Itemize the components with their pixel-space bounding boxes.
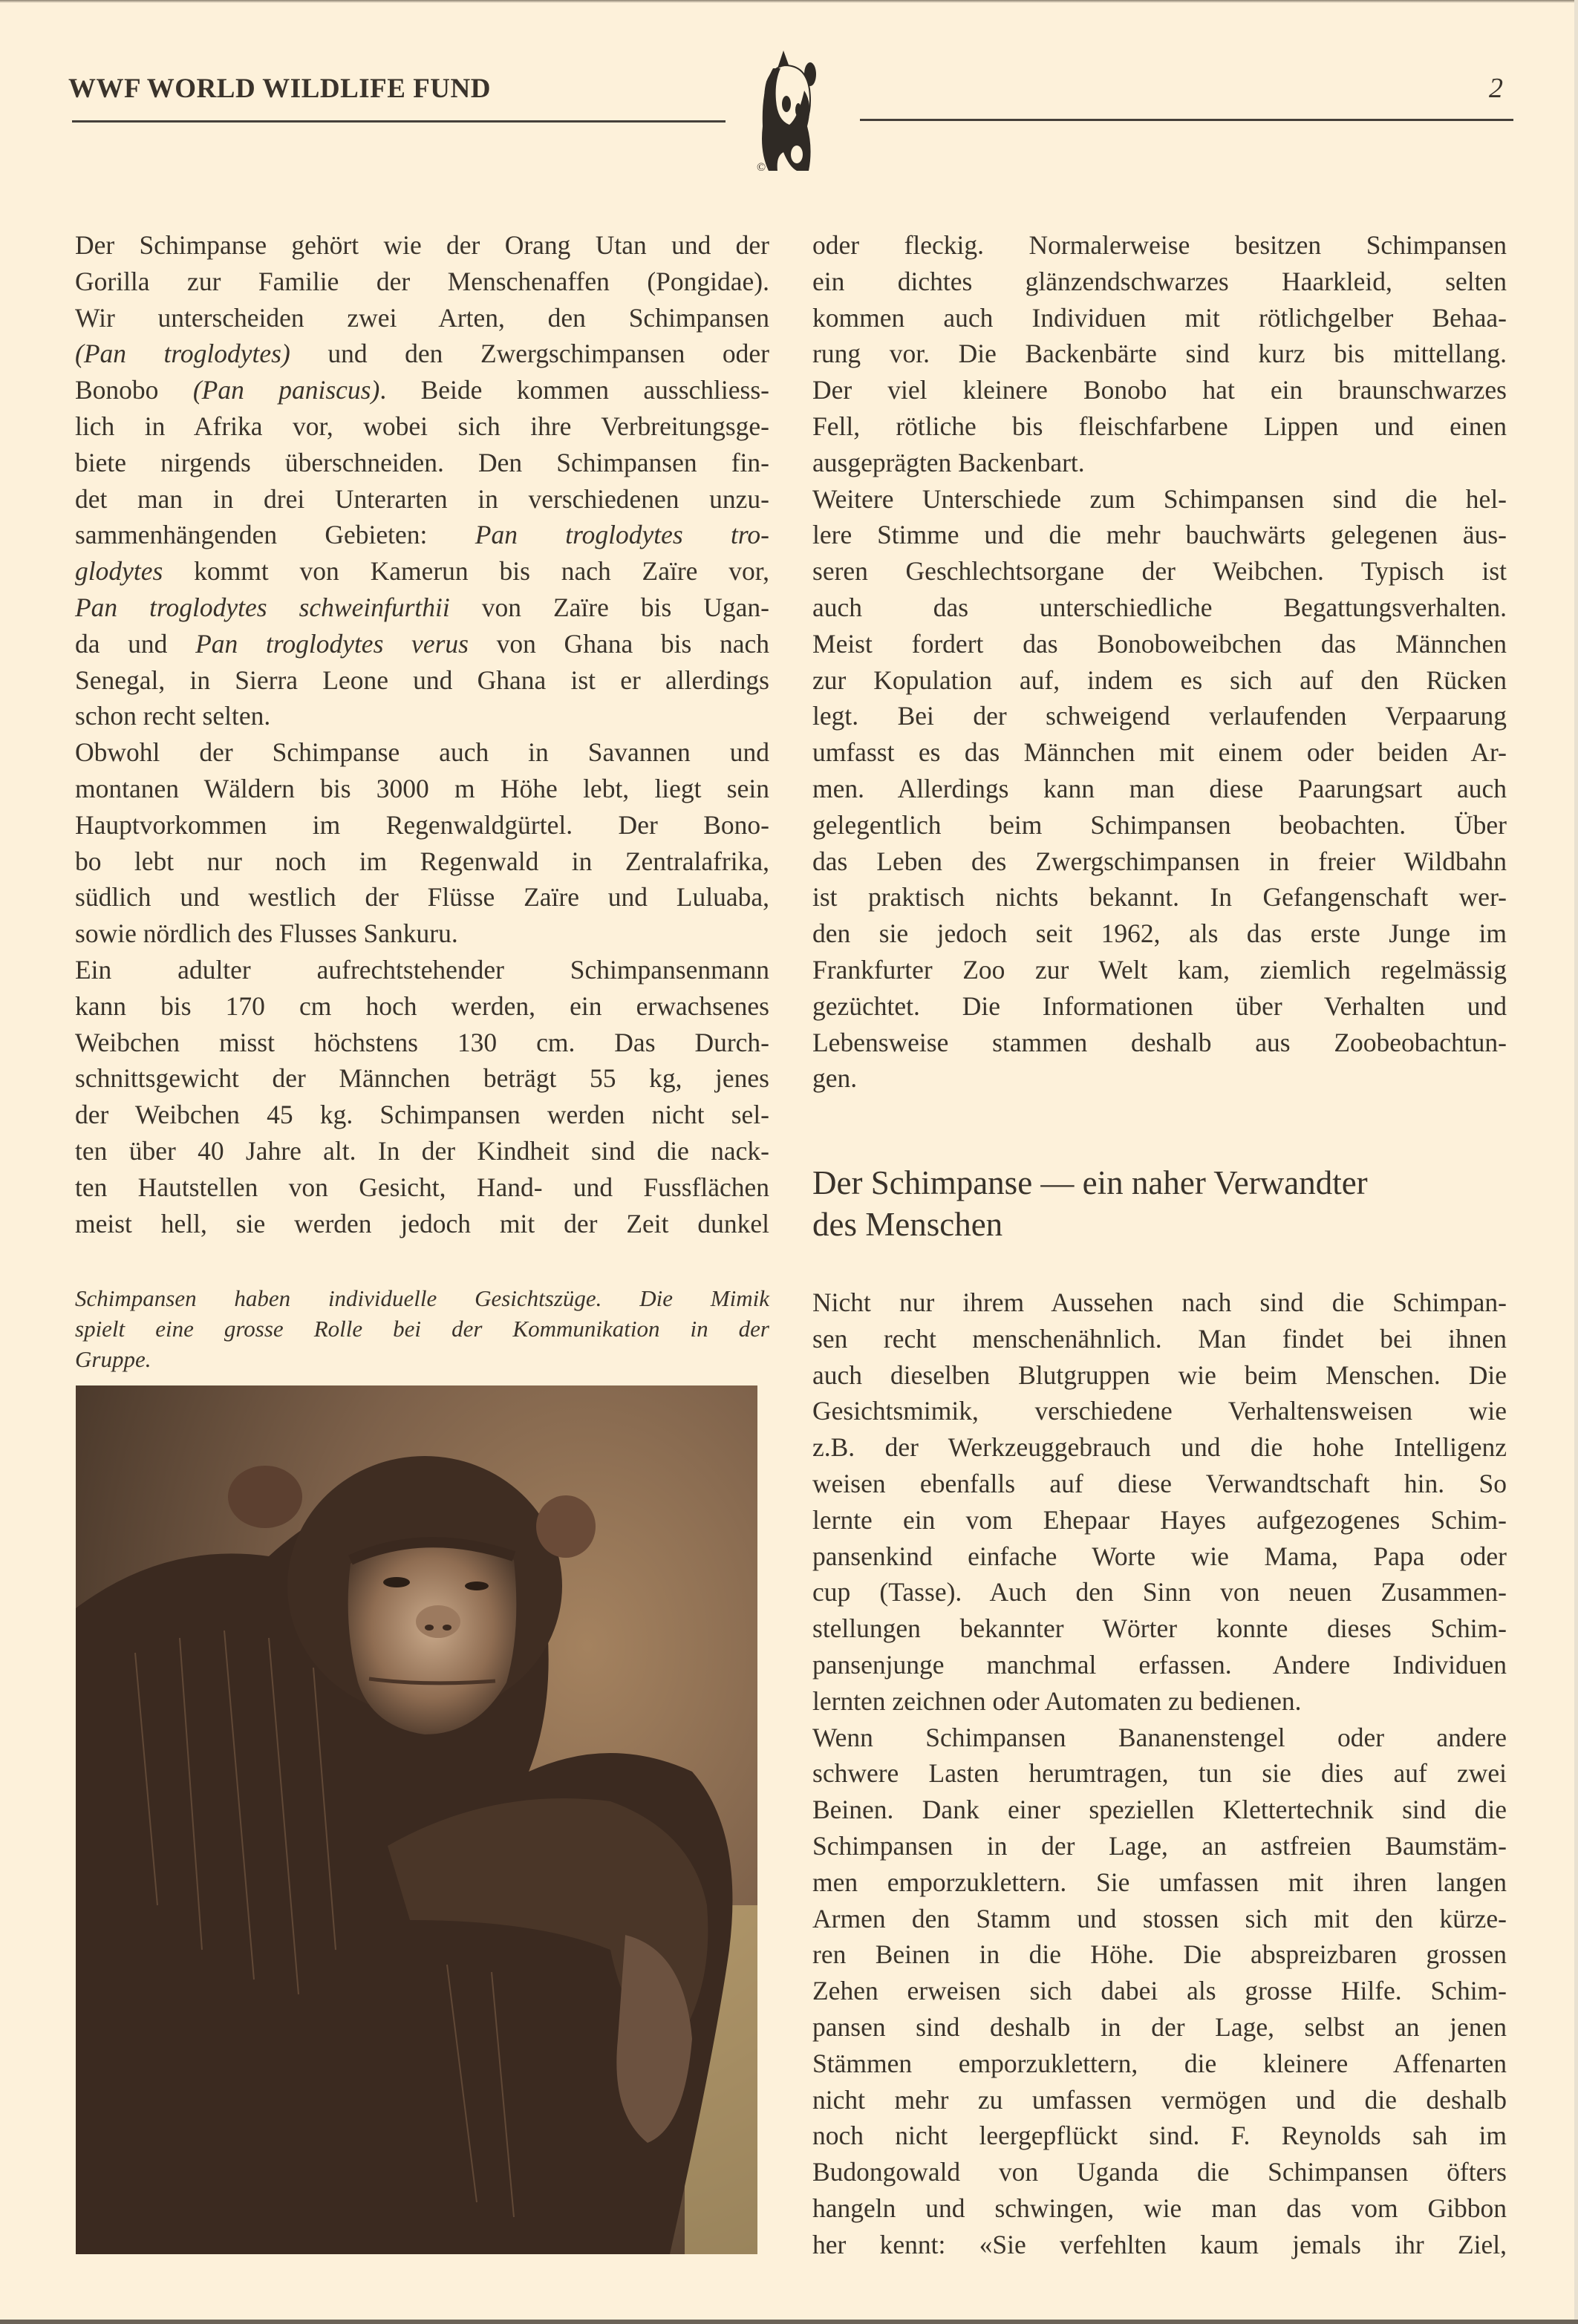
text-line: Der viel kleinere Bonobo hat ein braunschwarzes <box>812 375 1507 405</box>
text-line: Wir unterscheiden zwei Arten, den Schimpansen <box>75 302 769 333</box>
text-line: Senegal, in Sierra Leone und Ghana ist er allerdings <box>75 665 769 695</box>
text-line: Budongowald von Uganda die Schimpansen öfters <box>812 2157 1507 2187</box>
chimp-ear-left <box>228 1466 302 1528</box>
caption-line: Schimpansen haben individuelle Gesichtszüge. Die Mimik <box>75 1285 769 1311</box>
page-number: 2 <box>1489 73 1503 104</box>
chimp-nostril-right <box>443 1625 451 1631</box>
panda-eye-patch-right <box>795 103 801 117</box>
panda-leg-gap <box>791 146 803 163</box>
text-line: cup (Tasse). Auch den Sinn von neuen Zusammen- <box>812 1577 1507 1607</box>
text-line: noch nicht leergepflückt sind. F. Reynolds sah im <box>812 2121 1507 2151</box>
text-line: ten über 40 Jahre alt. In der Kindheit sind die nack- <box>75 1135 769 1166</box>
panda-eye-patch-left <box>782 96 791 112</box>
text-line: den sie jedoch seit 1962, als das erste Junge im <box>812 918 1507 949</box>
text-line: Zehen erweisen sich dabei als grosse Hilfe. Schim- <box>812 1976 1507 2006</box>
header-rule-right <box>860 119 1513 121</box>
right-column-top <box>812 227 1507 1097</box>
text-line: biete nirgends überschneiden. Den Schimpansen fin- <box>75 447 769 477</box>
text-line: weisen ebenfalls auf diese Verwandtschaft hin. So <box>812 1468 1507 1498</box>
text-line: Stämmen emporzuklettern, die kleinere Affenarten <box>812 2048 1507 2078</box>
text-line: sowie nördlich des Flusses Sankuru. <box>75 918 458 949</box>
text-line: Weibchen misst höchstens 130 cm. Das Durch- <box>75 1027 769 1057</box>
text-line: lich in Afrika vor, wobei sich ihre Verbreitungsge- <box>75 411 769 441</box>
text-line: meist hell, sie werden jedoch mit der Zeit dunkel <box>75 1208 769 1238</box>
text-line: Der Schimpanse gehört wie der Orang Utan und der <box>75 230 769 260</box>
panda-nose <box>789 125 796 130</box>
text-line: sammenhängenden Gebieten: Pan troglodytes tro- <box>75 520 769 550</box>
text-line: Hauptvorkommen im Regenwaldgürtel. Der Bono- <box>75 809 769 840</box>
chimpanzee-photo <box>76 1385 757 2254</box>
text-line: schon recht selten. <box>75 701 271 731</box>
text-line: auch das unterschiedliche Begattungsverhalten. <box>812 592 1507 622</box>
right-column-bottom <box>812 1285 1507 2263</box>
text-line: hangeln und schwingen, wie man das vom Gibbon <box>812 2193 1507 2223</box>
text-line: lere Stimme und die mehr bauchwärts gelegenen äus- <box>812 520 1507 550</box>
text-line: men. Allerdings kann man diese Paarungsart auch <box>812 773 1507 803</box>
text-line: auch dieselben Blutgruppen wie beim Menschen. Die <box>812 1360 1507 1390</box>
text-line: Ein adulter aufrechtstehender Schimpansenmann <box>75 954 769 985</box>
paragraph <box>75 952 769 1241</box>
text-line: lernten zeichnen oder Automaten zu bedienen. <box>812 1685 1302 1716</box>
text-line: Fell, rötliche bis fleischfarbene Lippen und einen <box>812 411 1507 441</box>
text-line: Schimpansen in der Lage, an astfreien Baumstäm- <box>812 1830 1507 1861</box>
text-line: Meist fordert das Bonoboweibchen das Männchen <box>812 628 1507 659</box>
italic-species-name: (Pan paniscus) <box>192 375 380 405</box>
text-line: ren Beinen in die Höhe. Die abspreizbaren grossen <box>812 1939 1507 1970</box>
chimp-nose <box>416 1605 460 1638</box>
italic-species-name: Pan troglodytes verus <box>195 628 469 659</box>
text-line: gezüchtet. Die Informationen über Verhalten und <box>812 990 1507 1021</box>
caption-line: spielt eine grosse Rolle bei der Kommunikation in der <box>75 1316 769 1342</box>
text-line: pansenjunge manchmal erfassen. Andere Individuen <box>812 1649 1507 1680</box>
text-line: seren Geschlechtsorgane der Weibchen. Typisch ist <box>812 556 1507 587</box>
text-line: ausgeprägten Backenbart. <box>812 447 1085 477</box>
paragraph <box>812 1720 1507 2263</box>
text-line: Frankfurter Zoo zur Welt kam, ziemlich regelmässig <box>812 954 1507 985</box>
chimp-nostril-left <box>425 1625 434 1631</box>
text-line: umfasst es das Männchen mit einem oder beiden Ar- <box>812 737 1507 768</box>
text-line: zur Kopulation auf, indem es sich auf den Rücken <box>812 665 1507 695</box>
text-line: Pan troglodytes schweinfurthii von Zaïre bis Ugan- <box>75 592 769 622</box>
text-line: der Weibchen 45 kg. Schimpansen werden nicht sel- <box>75 1100 769 1130</box>
text-line: nicht mehr zu umfassen vermögen und die deshalb <box>812 2084 1507 2115</box>
section-heading <box>812 1162 1507 1245</box>
text-line: ten Hautstellen von Gesicht, Hand- und Fussflächen <box>75 1172 769 1202</box>
paragraph <box>75 227 769 734</box>
text-line: südlich und westlich der Flüsse Zaïre und Luluaba, <box>75 882 769 913</box>
text-line: her kennt: «Sie verfehlten kaum jemals ihr Ziel, <box>812 2229 1507 2259</box>
paragraph <box>812 481 1507 1097</box>
caption-line: Gruppe. <box>75 1346 151 1372</box>
italic-species-name: (Pan troglodytes) <box>75 339 290 369</box>
left-column <box>75 227 769 1241</box>
text-line: gelegentlich beim Schimpansen beobachten. Über <box>812 809 1507 840</box>
text-line: glodytes kommt von Kamerun bis nach Zaïre vor, <box>75 556 769 587</box>
text-line: sen recht menschenähnlich. Man findet bei ihnen <box>812 1323 1507 1354</box>
text-line: z.B. der Werkzeuggebrauch und die hohe Intelligenz <box>812 1432 1507 1463</box>
text-line: Wenn Schimpansen Bananenstengel oder andere <box>812 1722 1507 1752</box>
text-line: das Leben des Zwergschimpansen in freier Wildbahn <box>812 846 1507 876</box>
text-line: ein dichtes glänzendschwarzes Haarkleid, selten <box>812 266 1507 296</box>
italic-species-name: Pan troglodytes tro- <box>475 520 769 550</box>
wwf-panda-logo-icon <box>709 22 865 171</box>
italic-species-name: glodytes <box>75 556 163 587</box>
text-line: stellungen bekannter Wörter konnte dieses Schim- <box>812 1613 1507 1644</box>
text-line: Obwohl der Schimpanse auch in Savannen und <box>75 737 769 768</box>
figure-caption <box>75 1283 769 1374</box>
chimp-eye-right <box>465 1582 489 1590</box>
text-line: (Pan troglodytes) und den Zwergschimpansen oder <box>75 339 769 369</box>
section-heading-line-2: des Menschen <box>812 1206 1003 1243</box>
scan-edge-top <box>0 0 1578 3</box>
paragraph <box>75 734 769 952</box>
text-line: Gorilla zur Familie der Menschenaffen (Pongidae). <box>75 266 769 296</box>
text-line: Beinen. Dank einer speziellen Klettertechnik sind die <box>812 1795 1507 1825</box>
text-line: rung vor. Die Backenbärte sind kurz bis mittellang. <box>812 339 1507 369</box>
chimpanzee-photo-illustration <box>76 1385 757 2254</box>
text-line: Armen den Stamm und stossen sich mit den kürze- <box>812 1903 1507 1933</box>
text-line: schnittsgewicht der Männchen beträgt 55 kg, jenes <box>75 1063 769 1094</box>
text-line: legt. Bei der schweigend verlaufenden Verpaarung <box>812 701 1507 731</box>
paragraph <box>812 227 1507 481</box>
chimp-ear-right <box>536 1495 596 1558</box>
text-line: da und Pan troglodytes verus von Ghana bis nach <box>75 628 769 659</box>
text-line: bo lebt nur noch im Regenwald in Zentralafrika, <box>75 846 769 876</box>
text-line: Gesichtsmimik, verschiedene Verhaltensweisen wie <box>812 1396 1507 1426</box>
text-line: gen. <box>812 1063 858 1094</box>
scan-edge-bottom <box>0 2320 1578 2324</box>
header-rule-left <box>72 120 726 123</box>
text-line: men emporzuklettern. Sie umfassen mit ihren langen <box>812 1867 1507 1897</box>
italic-species-name: Pan troglodytes schweinfurthii <box>75 592 450 622</box>
paragraph <box>812 1285 1507 1720</box>
text-line: Weitere Unterschiede zum Schimpansen sind die hel- <box>812 483 1507 514</box>
text-line: Nicht nur ihrem Aussehen nach sind die Schimpan- <box>812 1287 1507 1317</box>
scan-edge-right <box>1574 0 1578 2324</box>
text-line: lernte ein vom Ehepaar Hayes aufgezogenes Schim- <box>812 1504 1507 1535</box>
text-line: Lebensweise stammen deshalb aus Zoobeobachtun- <box>812 1027 1507 1057</box>
text-line: pansenkind einfache Worte wie Mama, Papa oder <box>812 1541 1507 1571</box>
text-line: schwere Lasten herumtragen, tun sie dies auf zwei <box>812 1758 1507 1789</box>
text-line: ist praktisch nichts bekannt. In Gefangenschaft wer- <box>812 882 1507 913</box>
text-line: pansen sind deshalb in der Lage, selbst an jenen <box>812 2011 1507 2042</box>
section-heading-line-1: Der Schimpanse — ein naher Verwandter <box>812 1164 1368 1201</box>
text-line: montanen Wäldern bis 3000 m Höhe lebt, liegt sein <box>75 773 769 803</box>
chimp-eye-left <box>383 1577 410 1587</box>
text-line: oder fleckig. Normalerweise besitzen Schimpansen <box>812 230 1507 260</box>
publisher-title: WWF WORLD WILDLIFE FUND <box>68 74 491 104</box>
text-line: Bonobo (Pan paniscus). Beide kommen ausschliess- <box>75 375 769 405</box>
text-line: det man in drei Unterarten in verschiedenen unzu- <box>75 483 769 514</box>
text-line: kann bis 170 cm hoch werden, ein erwachsenes <box>75 990 769 1021</box>
copyright-mark: © <box>757 161 766 171</box>
text-line: kommen auch Individuen mit rötlichgelber Behaa- <box>812 302 1507 333</box>
